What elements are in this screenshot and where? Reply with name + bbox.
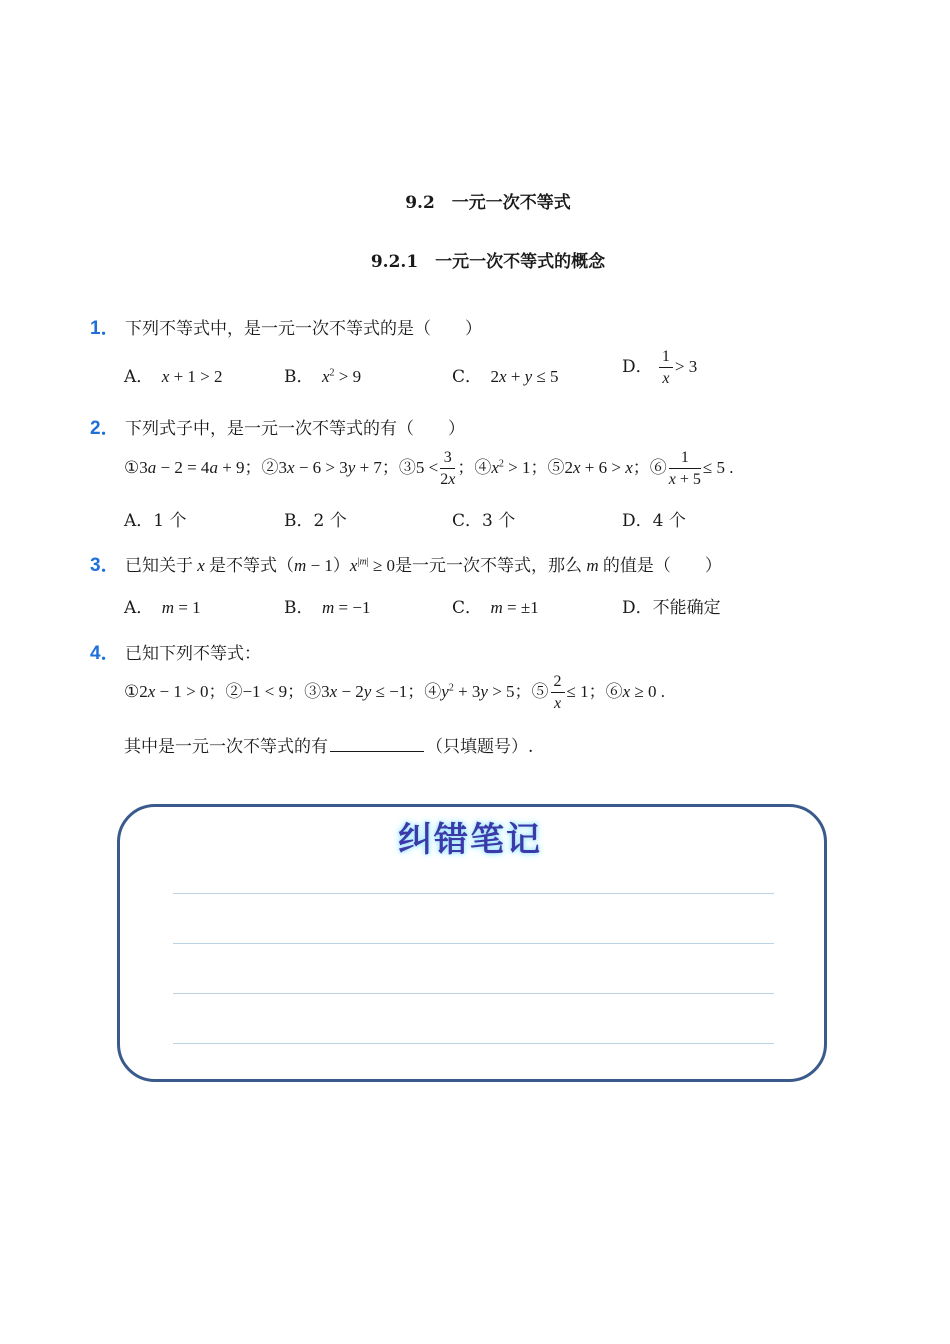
question-stem: 下列式子中，是一元一次不等式的有（ ） bbox=[124, 419, 465, 439]
question-2 bbox=[90, 413, 465, 440]
answer-blank[interactable] bbox=[330, 737, 424, 752]
q2-option-a: A．1 个 bbox=[124, 511, 187, 531]
q4-answer-line: 其中是一元一次不等式的有 （只填题号）. bbox=[124, 737, 534, 757]
question-number: 3． bbox=[90, 555, 120, 576]
q1-option-c: C． 2x + y ≤ 5 bbox=[452, 367, 559, 387]
q2-option-d: D．4 个 bbox=[622, 511, 686, 531]
q3-option-d: D．不能确定 bbox=[622, 598, 721, 618]
q1-option-d: D． $\frac{1}{x}$ > 3 bbox=[622, 348, 698, 387]
q1-option-b: B． $x^2 > 9$ bbox=[284, 367, 362, 387]
subsection-title: 9.2.1 一元一次不等式的概念 bbox=[370, 252, 606, 272]
question-number: 1． bbox=[90, 318, 120, 339]
note-line[interactable] bbox=[173, 993, 774, 994]
question-number: 4． bbox=[90, 643, 120, 664]
q2-option-c: C．3 个 bbox=[452, 511, 516, 531]
q2-expressions: ①3a − 2 = 4a + 9；②3x − 6 > 3y + 7；③5 < $\frac{3}{2x}$ ；$④x^2 > 1$；⑤2x + 6 > x；⑥ $\frac{1}{x + 5}$ ≤ 5 . bbox=[124, 449, 734, 488]
q3-option-a: A． m = 1 bbox=[124, 598, 201, 618]
question-3: 3． 已知关于 x 是不等式$(m - 1)x^{|m|} \ge 0$是一元一次不等式，那么 m 的值是（ ） bbox=[90, 555, 722, 576]
q1-option-a: A． x + 1 > 2 bbox=[124, 367, 223, 387]
question-stem: 下列不等式中，是一元一次不等式的是（ ） bbox=[124, 319, 482, 339]
section-title: 9.2 一元一次不等式 bbox=[405, 193, 571, 213]
question-number: 2． bbox=[90, 418, 120, 439]
q3-option-c: C． m = ±1 bbox=[452, 598, 539, 618]
question-stem: 已知下列不等式： bbox=[124, 644, 261, 664]
note-line[interactable] bbox=[173, 893, 774, 894]
question-4 bbox=[90, 638, 261, 665]
q3-option-b: B． m = −1 bbox=[284, 598, 371, 618]
error-notes-title: 纠错笔记 bbox=[398, 820, 542, 860]
question-1 bbox=[90, 313, 482, 340]
note-line[interactable] bbox=[173, 1043, 774, 1044]
note-line[interactable] bbox=[173, 943, 774, 944]
q4-expressions: ①2x − 1 > 0；②−1 < 9；③3x − 2y ≤ −1；$④y^2 + 3y > 5$；⑤ $\frac{2}{x}$ ≤ 1；⑥x ≥ 0 . bbox=[124, 673, 666, 712]
q2-option-b: B．2 个 bbox=[284, 511, 347, 531]
